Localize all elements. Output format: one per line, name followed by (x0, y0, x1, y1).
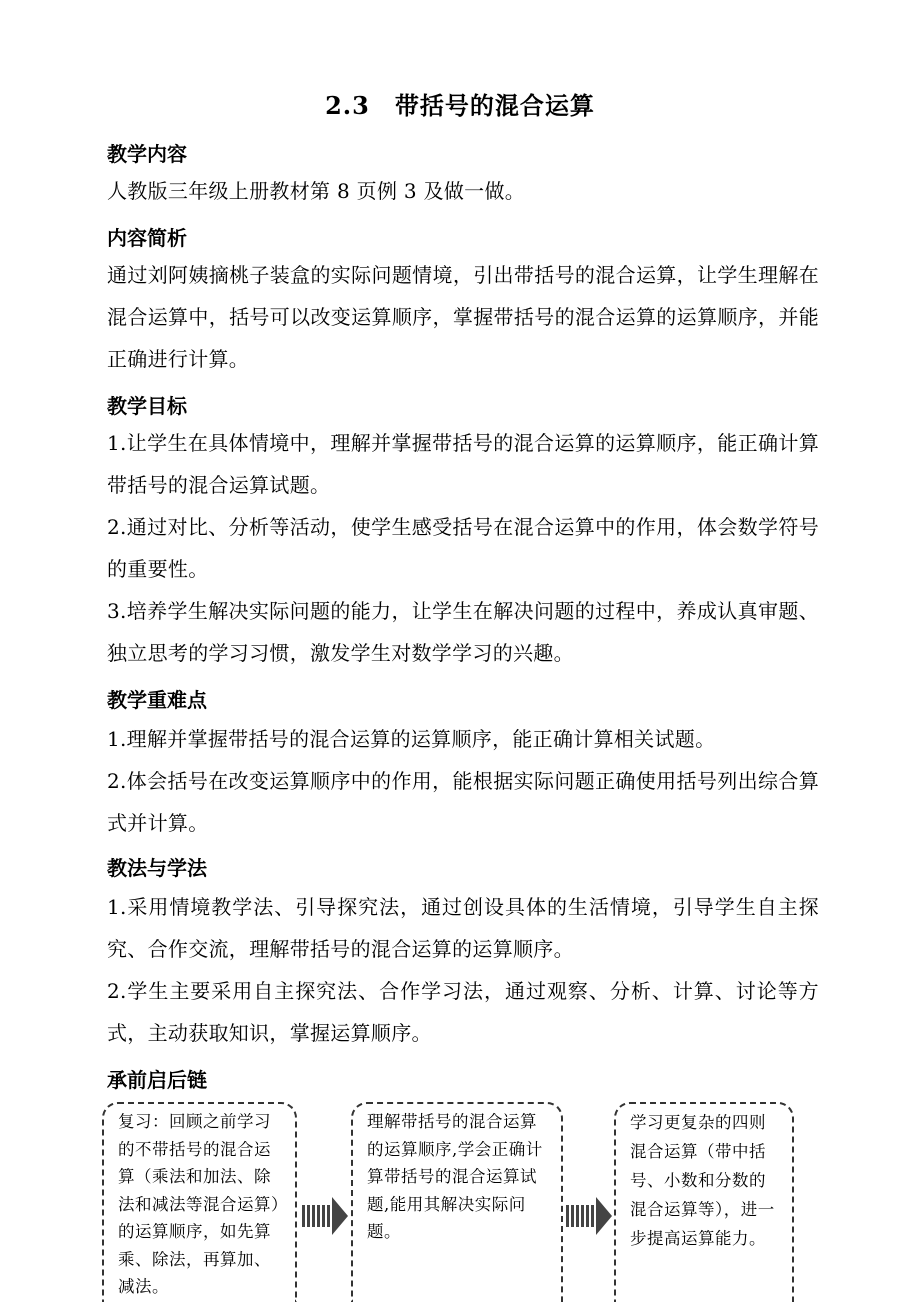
page-title: 2.3 带括号的混合运算 (325, 91, 595, 120)
section-heading-key-points: 教学重难点 (107, 688, 207, 712)
section-heading-links: 承前启后链 (107, 1068, 207, 1092)
content-text: 人教版三年级上册教材第 8 页例 3 及做一做。 (107, 179, 526, 203)
link-box-next: 学习更复杂的四则混合运算（带中括号、小数和分数的混合运算等），进一步提高运算能力。 (614, 1102, 794, 1302)
arrow-right-icon (564, 1195, 614, 1237)
goal-item-3: 3.培养学生解决实际问题的能力，让学生在解决问题的过程中，养成认真审题、独立思考的学习习惯，激发学生对数学学习的兴趣。 (107, 599, 819, 665)
goal-item-2: 2.通过对比、分析等活动，使学生感受括号在混合运算中的作用，体会数学符号的重要性。 (107, 515, 819, 581)
section-heading-content: 教学内容 (107, 142, 187, 166)
key-point-item-1: 1.理解并掌握带括号的混合运算的运算顺序，能正确计算相关试题。 (107, 727, 716, 751)
section-heading-analysis: 内容简析 (107, 226, 187, 250)
method-item-1: 1.采用情境教学法、引导探究法，通过创设具体的生活情境，引导学生自主探究、合作交流，理解带括号的混合运算的运算顺序。 (107, 895, 819, 961)
key-point-item-2: 2.体会括号在改变运算顺序中的作用，能根据实际问题正确使用括号列出综合算式并计算。 (107, 769, 819, 835)
link-box-current: 理解带括号的混合运算的运算顺序,学会正确计算带括号的混合运算试题,能用其解决实际问题。 (351, 1102, 563, 1302)
method-item-2: 2.学生主要采用自主探究法、合作学习法，通过观察、分析、计算、讨论等方式，主动获取知识，掌握运算顺序。 (107, 979, 819, 1045)
section-heading-methods: 教法与学法 (107, 856, 207, 880)
link-box-previous: 复习：回顾之前学习的不带括号的混合运算（乘法和加法、除法和减法等混合运算）的运算顺序，如先算乘、除法，再算加、减法。 (102, 1102, 297, 1302)
analysis-text: 通过刘阿姨摘桃子装盒的实际问题情境，引出带括号的混合运算，让学生理解在混合运算中，括号可以改变运算顺序，掌握带括号的混合运算的运算顺序，并能正确进行计算。 (107, 263, 819, 371)
section-heading-goals: 教学目标 (107, 394, 187, 418)
goal-item-1: 1.让学生在具体情境中，理解并掌握带括号的混合运算的运算顺序，能正确计算带括号的混合运算试题。 (107, 431, 819, 497)
arrow-right-icon (300, 1195, 350, 1237)
